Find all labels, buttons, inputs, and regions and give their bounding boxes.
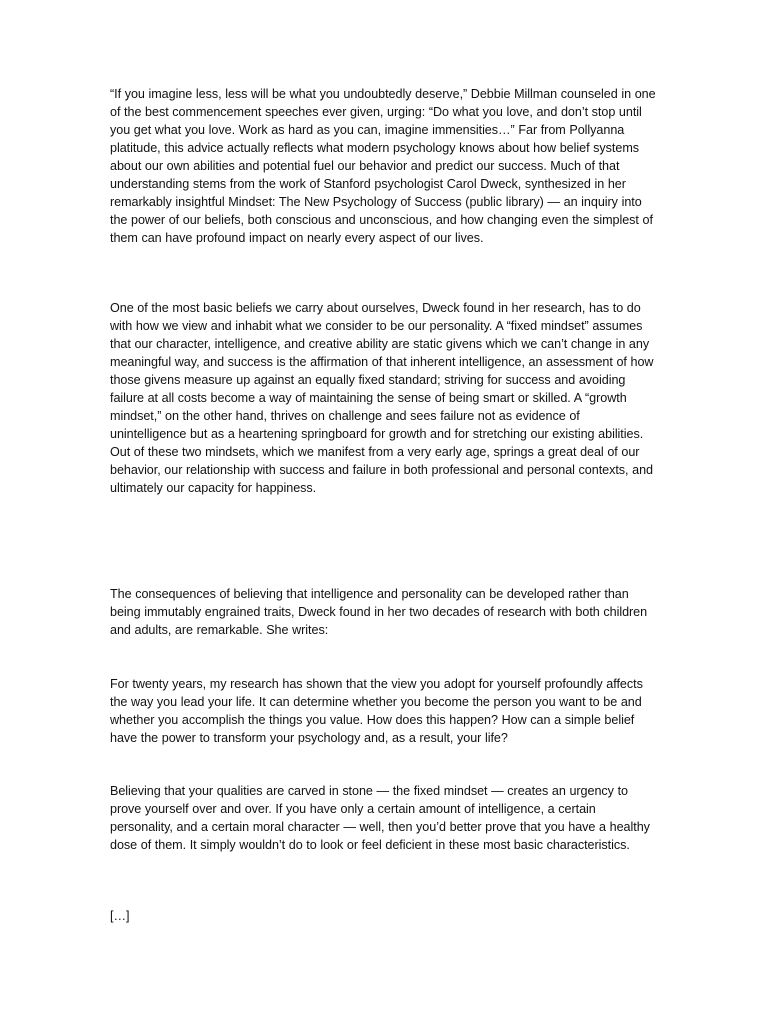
paragraph-quote-research: For twenty years, my research has shown that the view you adopt for yourself profoundly affects the way you lead your life. It can determine whether you become the person you want to be and whether you accomplish the things you value. How does this happen? How can a simple belief have the power to transform your psychology and, as a result, your life?	[110, 677, 643, 745]
ellipsis-marker: […]	[110, 909, 130, 923]
paragraph-mindsets: One of the most basic beliefs we carry about ourselves, Dweck found in her research, has to do with how we view and inhabit what we consider to be our personality. A “fixed mindset” assumes that our character, intelligence, and creative ability are static givens which we can’t change in any meaningful way, and success is the affirmation of that inherent intelligence, an assessment of how those givens measure up against an equally fixed standard; striving for success and avoiding failure at all costs become a way of maintaining the sense of being smart or skilled. A “growth mindset,” on the other hand, thrives on challenge and sees failure not as evidence of unintelligence but as a heartening springboard for growth and for stretching our existing abilities. Out of these two mindsets, which we manifest from a very early age, springs a great deal of our behavior, our relationship with success and failure in both professional and personal contexts, and ultimately our capacity for happiness.	[110, 301, 654, 495]
paragraph-quote-fixed-mindset: Believing that your qualities are carved in stone — the fixed mindset — creates an urgency to prove yourself over and over. If you have only a certain amount of intelligence, a certain personality, and a certain moral character — well, then you’d better prove that you have a healthy dose of them. It simply wouldn’t do to look or feel deficient in these most basic characteristics.	[110, 784, 650, 852]
paragraph-intro: “If you imagine less, less will be what you undoubtedly deserve,” Debbie Millman counseled in one of the best commencement speeches ever given, urging: “Do what you love, and don’t stop until you get what you love. Work as hard as you can, imagine immensities…” Far from Pollyanna platitude, this advice actually reflects what modern psychology knows about how belief systems about our own abilities and potential fuel our behavior and predict our success. Much of that understanding stems from the work of Stanford psychologist Carol Dweck, synthesized in her remarkably insightful Mindset: The New Psychology of Success (public library) — an inquiry into the power of our beliefs, both conscious and unconscious, and how changing even the simplest of them can have profound impact on nearly every aspect of our lives.	[110, 87, 656, 245]
paragraph-consequences: The consequences of believing that intelligence and personality can be developed rather than being immutably engrained traits, Dweck found in her two decades of research with both children and adults, are remarkable. She writes:	[110, 587, 648, 637]
